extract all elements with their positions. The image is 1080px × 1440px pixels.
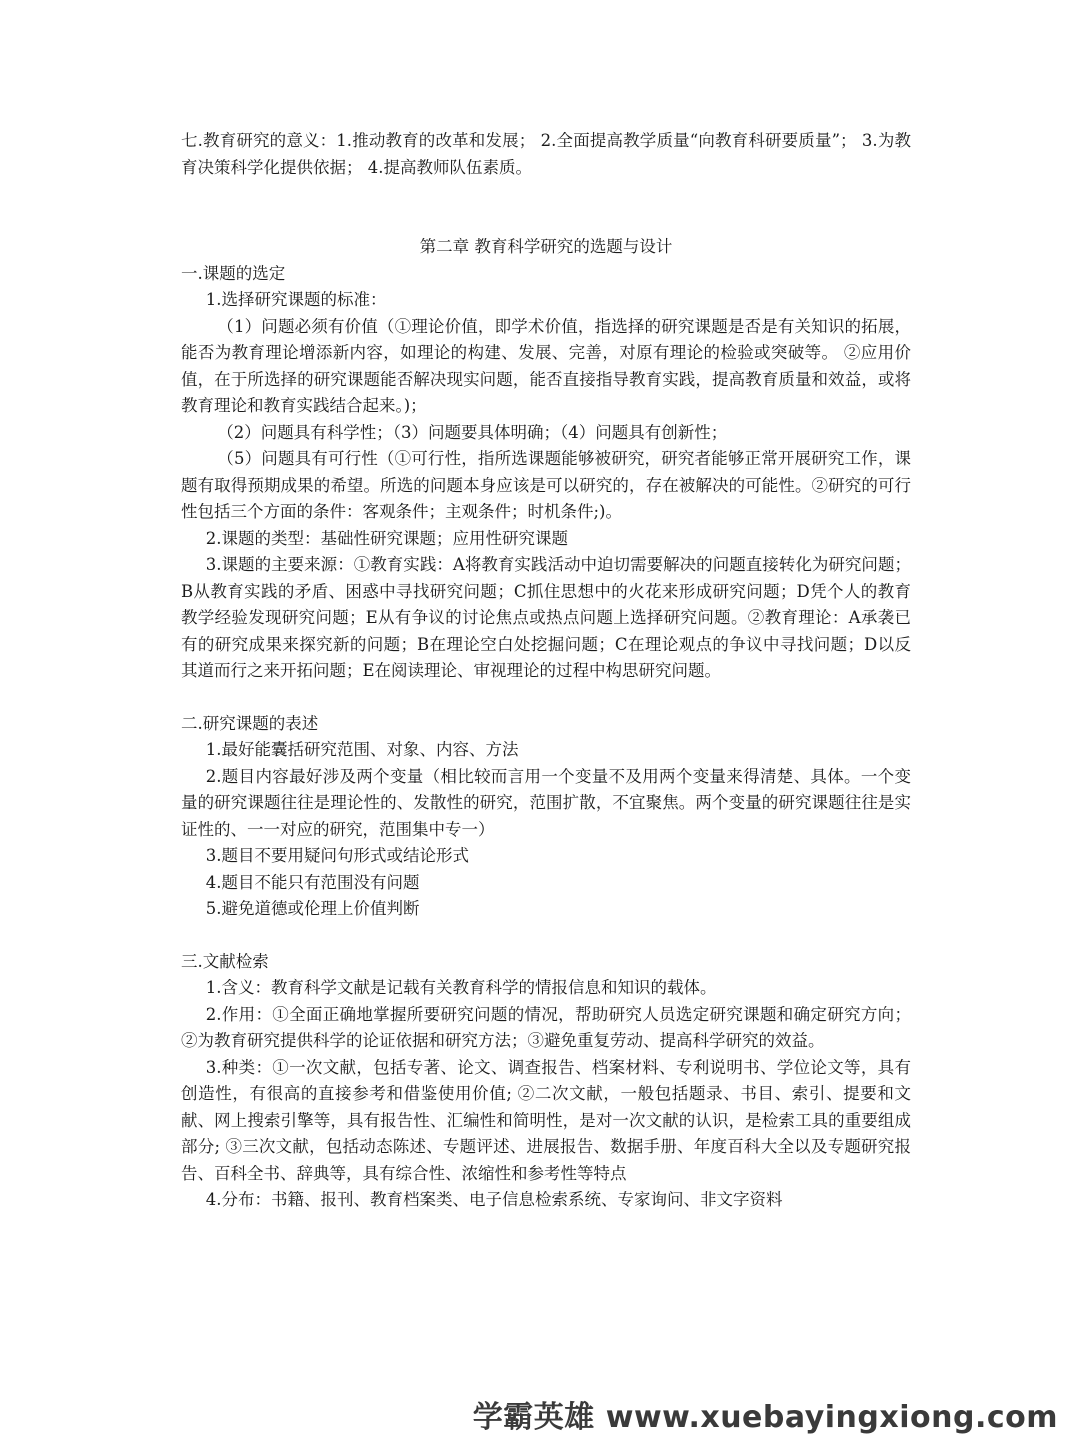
part2-item: 5.避免道德或伦理上价值判断 bbox=[205, 899, 420, 918]
part3-heading: 三.文献检索 bbox=[181, 951, 269, 971]
part1-sub2: 2.课题的类型：基础性研究课题；应用性研究课题 bbox=[205, 528, 568, 548]
part1-heading: 一.课题的选定 bbox=[181, 263, 286, 283]
spacer bbox=[181, 923, 911, 949]
part3-item: 4.分布：书籍、报刊、教育档案类、电子信息检索系统、专家询问、非文字资料 bbox=[205, 1190, 783, 1209]
part2-item: 4.题目不能只有范围没有问题 bbox=[205, 872, 420, 892]
part1-item3: （5）问题具有可行性（①可行性，指所选课题能够被研究，研究者能够正常开展研究工作，课题有取得预期成果的希望。所选的问题本身应该是可以研究的，存在被解决的可能性。②研究的可行性包括三个方面的条件：客观条件；主观条件；时机条件;)。 bbox=[181, 449, 911, 521]
section-7-paragraph: 七.教育研究的意义：1.推动教育的改革和发展； 2.全面提高教学质量“向教育科研要质量”； 3.为教育决策科学化提供依据； 4.提高教师队伍素质。 bbox=[181, 131, 911, 177]
part1-item1: （1）问题必须有价值（①理论价值，即学术价值，指选择的研究课题是否是有关知识的拓展，能否为教育理论增添新内容，如理论的构建、发展、完善，对原有理论的检验或突破等。 ②应用价值，在于所选择的研究课题能否解决现实问题，能否直接指导教育实践，提高教育质量和效益，或将教育理论和教育实践结合起来。)； bbox=[181, 316, 911, 415]
part2-item: 1.最好能囊括研究范围、对象、内容、方法 bbox=[205, 740, 519, 759]
part3-item: 1.含义：教育科学文献是记载有关教育科学的情报信息和知识的载体。 bbox=[205, 978, 717, 997]
part1-item2: （2）问题具有科学性；（3）问题要具体明确；（4）问题具有创新性； bbox=[217, 422, 728, 442]
part2-item: 3.题目不要用疑问句形式或结论形式 bbox=[205, 846, 469, 865]
spacer bbox=[181, 181, 911, 234]
part3-item: 2.作用：①全面正确地掌握所要研究问题的情况，帮助研究人员选定研究课题和确定研究方向；②为教育研究提供科学的论证依据和研究方法；③避免重复劳动、提高科学研究的效益。 bbox=[181, 1004, 911, 1050]
spacer bbox=[181, 685, 911, 711]
part3-item: 3.种类：①一次文献，包括专著、论文、调查报告、档案材料、专利说明书、学位论文等，具有创造性，有很高的直接参考和借鉴使用价值; ②二次文献，一般包括题录、书目、索引、提要和文献、网上搜索引擎等，具有报告性、汇编性和简明性，是对一次文献的认识，是检索工具的重要组成部分; ③三次文献，包括动态陈述、专题评述、进展报告、数据手册、年度百科大全以及专题研究报告、百科全书、辞典等，具有综合性、浓缩性和参考性等特点 bbox=[181, 1057, 911, 1183]
part1-sub3: 3.课题的主要来源：①教育实践：A将教育实践活动中迫切需要解决的问题直接转化为研究问题；B从教育实践的矛盾、困惑中寻找研究问题；C抓住思想中的火花来形成研究问题；D凭个人的教育教学经验发现研究问题；E从有争议的讨论焦点或热点问题上选择研究问题。②教育理论：A承袭已有的研究成果来探究新的问题；B在理论空白处挖掘问题；C在理论观点的争议中寻找问题；D以反其道而行之来开拓问题；E在阅读理论、审视理论的过程中构思研究问题。 bbox=[181, 555, 911, 680]
document-body bbox=[181, 128, 911, 1214]
part2-item: 2.题目内容最好涉及两个变量（相比较而言用一个变量不及用两个变量来得清楚、具体。一个变量的研究课题往往是理论性的、发散性的研究，范围扩散，不宜聚焦。两个变量的研究课题往往是实证性的、一一对应的研究，范围集中专一） bbox=[181, 766, 911, 839]
chapter-title: 第二章 教育科学研究的选题与设计 bbox=[419, 237, 673, 256]
part2-heading: 二.研究课题的表述 bbox=[181, 713, 319, 733]
watermark: 学霸英雄 www.xuebayingxiong.com bbox=[472, 1400, 1058, 1435]
part1-sub1-heading: 1.选择研究课题的标准： bbox=[205, 290, 387, 309]
